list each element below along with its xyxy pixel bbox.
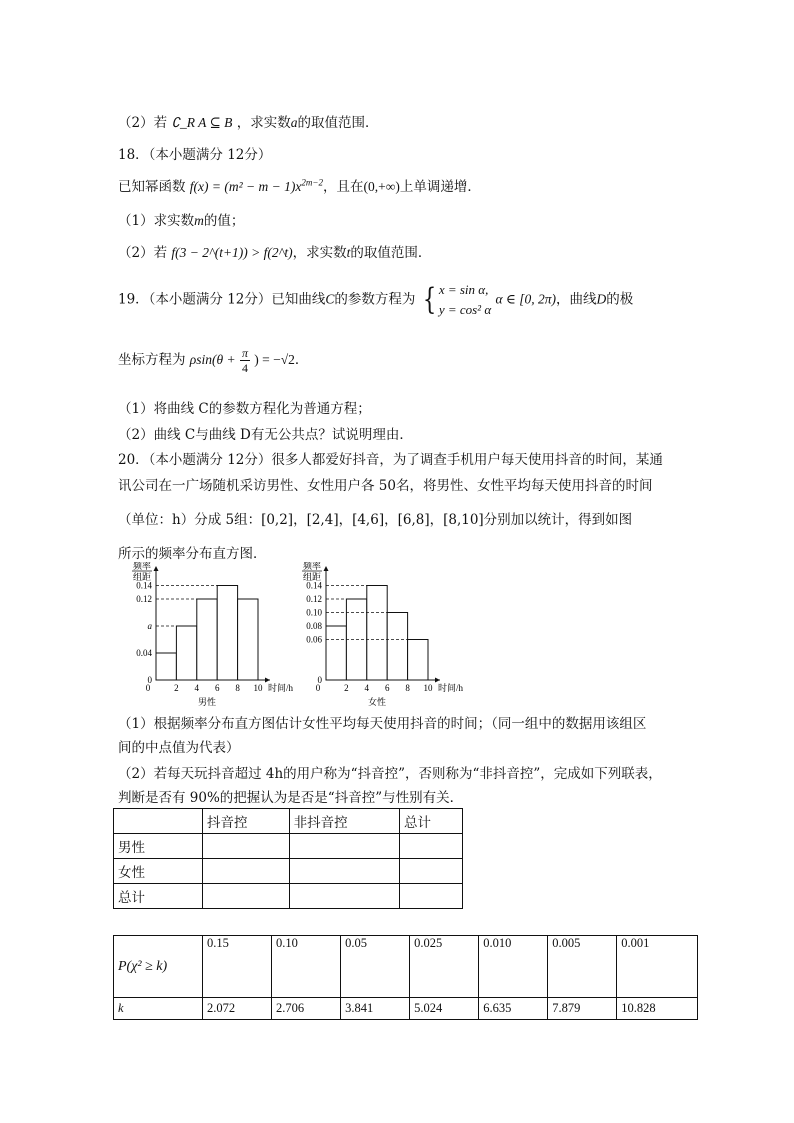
q18-part1-var: m [194,213,204,228]
q19-curve-c: C [325,291,335,307]
k-value: 3.841 [341,998,410,1020]
q19-brace: { [422,282,436,317]
bar [326,626,346,680]
q17-prefix: （2）若 [118,115,172,131]
contingency-row [114,884,463,909]
y-axis-arrow [154,566,159,571]
contingency-cell [399,884,462,909]
contingency-cell [203,884,290,909]
bar [156,653,176,680]
k-value: 2.706 [272,998,341,1020]
contingency-cell [203,859,290,884]
q19-after: ，曲线 [556,291,597,308]
q19-polar-right: ) = −√2 [254,352,295,367]
q17-suffix: 的取值范围． [297,115,379,131]
q19-alpha-range: α ∈ [0, 2π) [495,291,557,307]
contingency-row-label: 女性 [114,859,203,884]
contingency-cell [399,859,462,884]
q19-stem [118,280,633,320]
y-tick-label: 0.14 [306,580,322,591]
bar [387,613,407,681]
q20-part2-line2: 判断是否有 90%的把握认为是否是“抖音控”与性别有关． [118,790,464,806]
x-tick-label: 4 [194,683,200,693]
x-tick-label: 0 [145,683,151,693]
p-value: 0.005 [548,936,617,998]
q18-interval: (0,+∞) [363,179,400,194]
q18-part2-prefix: （2）若 [118,245,168,261]
contingency-row-label: 总计 [114,884,203,909]
q19-frac-num: π [241,346,248,360]
q18-func-exp: 2m−2 [301,177,323,188]
q18-part2 [118,241,431,261]
contingency-cell [399,834,462,859]
x-axis-arrow [435,678,440,683]
p-row [114,936,698,998]
y-tick-label: 0.14 [136,580,152,591]
y-axis-arrow [324,566,329,571]
p-value: 0.05 [341,936,410,998]
q19-polar-left: ρsin(θ + [189,352,236,367]
q17-condition: ∁_R A ⊆ B [171,115,233,130]
chi-square-table [113,935,698,1020]
p-value: 0.15 [203,936,272,998]
bar [367,586,387,681]
q20-line4: 所示的频率分布直方图． [118,546,267,562]
q19-eq2: y = cos² α [438,302,492,317]
q18-part2-mid: ，求实数 [292,245,347,261]
q20-line1: 20．（本小题满分 12分）很多人都爱好抖音，为了调查手机用户每天使用抖音的时间，某通 [118,452,663,468]
y-label-bottom: 组距 [302,572,322,582]
chart-title: 女性 [367,697,387,707]
q19-part2: （2）曲线 C与曲线 D有无公共点？试说明理由． [118,427,413,443]
q19-line2 [118,346,308,375]
q18-stem-mid: ，且在 [322,179,364,195]
x-tick-label: 2 [344,683,349,693]
q20-part1-line2: 间的中点值为代表） [118,740,240,756]
q20-line2: 讯公司在一广场随机采访男性、女性用户各 50名，将男性、女性平均每天使用抖音的时间 [118,478,653,494]
y-label-top: 频率 [302,562,322,571]
p-value: 0.001 [617,936,698,998]
x-tick-label: 4 [364,683,370,693]
q18-part1-suffix: 的值； [203,213,245,229]
x-tick-label: 6 [384,683,390,693]
contingency-header-row [114,809,463,834]
k-value: 6.635 [479,998,548,1020]
y-label-top: 频率 [132,562,152,571]
q17-mid: ，求实数 [236,115,291,131]
q19-part1: （1）将曲线 C的参数方程化为普通方程； [118,401,371,417]
contingency-row [114,834,463,859]
q18-part1 [118,209,244,229]
p-value: 0.025 [410,936,479,998]
x-axis-label: 时间/h [438,683,464,693]
q19-eq1: x = sin α, [438,282,489,297]
y-tick-label: 0 [147,675,152,685]
q18-stem-prefix: 已知幂函数 [118,179,186,195]
bar [197,599,217,680]
x-tick-label: 6 [214,683,220,693]
contingency-cell [289,834,399,859]
bar [176,626,196,680]
q20-line3: （单位：h）分成 5组：[0,2]，[2,4]，[4,6]，[6,8]，[8,10]分别加以统计，得到如图 [118,512,633,528]
q19-heading-mid: 的参数方程为 [334,291,416,308]
x-tick-label: 2 [174,683,179,693]
q18-stem-suffix: 上单调递增． [399,179,481,195]
q19-system [439,280,491,320]
y-tick-label: 0.12 [306,594,322,604]
y-tick-label: 0.12 [136,594,152,604]
x-tick-label: 8 [235,683,240,693]
x-tick-label: 0 [315,683,321,693]
contingency-header: 非抖音控 [289,809,399,834]
y-tick-label: 0.10 [306,607,322,618]
q18-stem [118,175,481,195]
q19-heading: 19．（本小题满分 12分）已知曲线 [118,291,326,308]
contingency-table [113,808,463,909]
q19-line2-suffix: ． [294,352,309,368]
p-value: 0.10 [272,936,341,998]
x-axis-label: 时间/h [268,683,294,693]
q19-fraction [240,346,250,375]
q18-heading: 18．（本小题满分 12分） [118,147,272,163]
contingency-corner [114,809,203,834]
y-tick-label: a [147,621,152,631]
q18-func-left: f(x) = (m² − m − 1)x [189,179,302,194]
x-axis-arrow [265,678,270,683]
q18-part2-expr: f(3 − 2^(t+1)) > f(2^t) [171,245,293,260]
bar [238,599,258,680]
y-tick-label: 0 [317,675,322,685]
contingency-cell [203,834,290,859]
k-value: 10.828 [617,998,698,1020]
bar [217,586,237,681]
histogram-male [118,562,298,710]
contingency-cell [289,884,399,909]
y-label-bottom: 组距 [132,572,152,582]
q19-frac-den: 4 [241,361,248,375]
x-tick-label: 10 [253,683,263,693]
q20-part1-line1: （1）根据频率分布直方图估计女性平均每天使用抖音的时间；（同一组中的数据用该组区 [118,716,647,732]
x-tick-label: 10 [423,683,433,693]
q19-line2-prefix: 坐标方程为 [118,352,186,368]
contingency-header: 总计 [399,809,462,834]
k-value: 5.024 [410,998,479,1020]
contingency-row-label: 男性 [114,834,203,859]
k-label: k [114,998,203,1020]
y-tick-label: 0.08 [306,621,322,631]
contingency-row [114,859,463,884]
x-tick-label: 8 [405,683,410,693]
y-tick-label: 0.04 [136,648,152,658]
y-tick-label: 0.06 [306,634,322,645]
k-value: 7.879 [548,998,617,1020]
q18-part1-prefix: （1）求实数 [118,213,195,229]
bar [408,640,428,681]
contingency-header: 抖音控 [203,809,290,834]
q18-part2-var: t [346,245,351,260]
chart-title: 男性 [197,697,217,707]
contingency-cell [289,859,399,884]
q20-part2-line1: （2）若每天玩抖音超过 4h的用户称为“抖音控”，否则称为“非抖音控”，完成如下列联表， [118,766,662,782]
q19-curve-d: D [596,291,607,307]
k-value: 2.072 [203,998,272,1020]
p-label: P(χ² ≥ k) [114,936,203,998]
histogram-female [288,562,468,710]
q18-function [190,179,323,194]
q17-var: a [290,115,298,130]
q19-after2: 的极 [606,291,634,308]
k-row [114,998,698,1020]
q18-part2-suffix: 的取值范围． [350,245,432,261]
p-value: 0.010 [479,936,548,998]
q17-part2 [118,111,378,131]
